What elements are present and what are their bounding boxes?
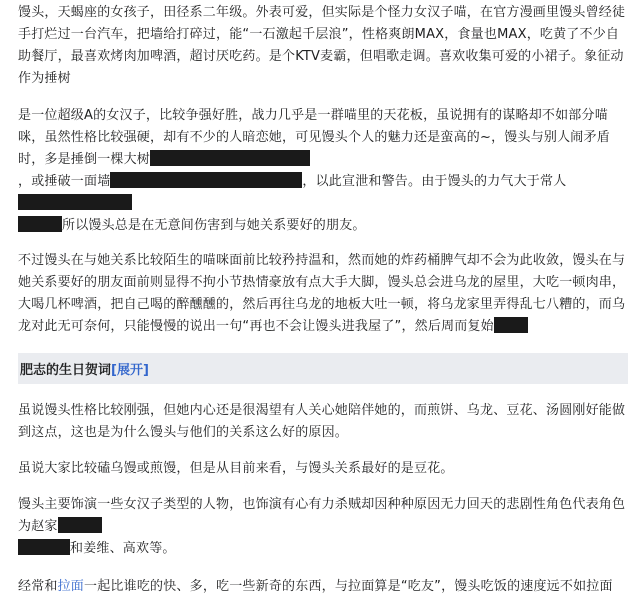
navbox-toggle-label: 展开 [116,363,143,378]
redaction-block [18,216,62,232]
redaction-block [18,194,132,210]
ramen-link[interactable]: 拉面 [57,579,85,594]
paragraph-personality-text-4: 所以馒头总是在无意间伤害到与她关系要好的朋友。 [62,218,366,233]
paragraph-ramen-text-2: 一起比谁吃的快、多，吃一些新奇的东西，与拉面算是“吃友”，馒头吃饭的速度远不如拉面 [84,579,613,594]
paragraph-roles [18,494,628,560]
redaction-block [58,517,102,533]
paragraph-friends [18,250,628,338]
paragraph-relationships-text: 虽说馒头性格比较刚强，但她内心还是很渴望有人关心她陪伴她的，而煎饼、乌龙、豆花、汤圆刚好能做到这点，这也是为什么馒头与他们的关系这么好的原因。 [18,403,626,440]
redaction-block [18,539,70,555]
navbox-expand-button[interactable] [111,359,149,378]
paragraph-personality [18,105,628,237]
paragraph-pairings [18,458,628,480]
paragraph-personality-text-3: ，以此宣泄和警告。由于馒头的力气大于常人 [302,174,567,189]
paragraph-friends-text: 不过馒头在与她关系比较陌生的喵咪面前比较矜持温和，然而她的炸药桶脾气却不会为此收敛，馒头在与她关系要好的朋友面前则显得不拘小节热情豪放有点大手大脚，馒头总会进乌龙的屋里，大吃一顿肉串，大喝几杯啤酒，把自己喝的醉醺醺的，然后再往乌龙的地板大吐一顿，将乌龙家里弄得乱七八糟的，而乌龙对此无可奈何，只能慢慢的说出一句“再也不会让馒头进我屋了”，然后周而复始 [18,253,626,334]
navbox-bracket-open: [ [111,363,117,378]
redaction-block [494,317,528,333]
redaction-block [228,150,310,166]
paragraph-ramen-text-1: 经常和 [18,579,58,594]
paragraph-pairings-text: 虽说大家比较磕乌馒或煎馒，但是从目前来看，与馒头关系最好的是豆花。 [18,461,454,476]
birthday-greeting-navbox [18,353,628,384]
redaction-block [110,172,196,188]
paragraph-roles-text-1: 馒头主要饰演一些女汉子类型的人物，也饰演有心有力杀贼却因种种原因无力回天的悲剧性角色代表角色为赵家 [18,497,626,534]
redaction-block [150,150,228,166]
navbox-bracket-close: ] [142,363,149,378]
paragraph-personality-text-2: ，或捶破一面墙 [18,174,111,189]
paragraph-intro [18,0,628,90]
paragraph-ramen [18,576,628,598]
paragraph-relationships [18,400,628,444]
paragraph-personality-text-1: 是一位超级A的女汉子，比较争强好胜，战力几乎是一群喵里的天花板，虽说拥有的谋略却不如部分喵咪，虽然性格比较强硬，却有不少的人暗恋她，可见馒头个人的魅力还是蛮高的~，馒头与别人闹矛盾时，多是捶倒一棵大树 [18,108,610,167]
redaction-block [196,172,302,188]
paragraph-intro-text: 馒头，天蝎座的女孩子，田径系二年级。外表可爱，但实际是个怪力女汉子喵，在官方漫画里馒头曾经徒手打烂过一台汽车，把墙给打碎过，能“一石激起千层浪”，性格爽朗MAX，食量也MAX，吃黄了不少自助餐厅，最喜欢烤肉加啤酒，超讨厌吃药。是个KTV麦霸，但唱歌走调。喜欢收集可爱的小裙子。象征动作为捶树 [18,5,626,86]
paragraph-roles-text-2: 和姜维、高欢等。 [70,541,176,556]
navbox-title: 肥志的生日贺词 [20,363,112,378]
